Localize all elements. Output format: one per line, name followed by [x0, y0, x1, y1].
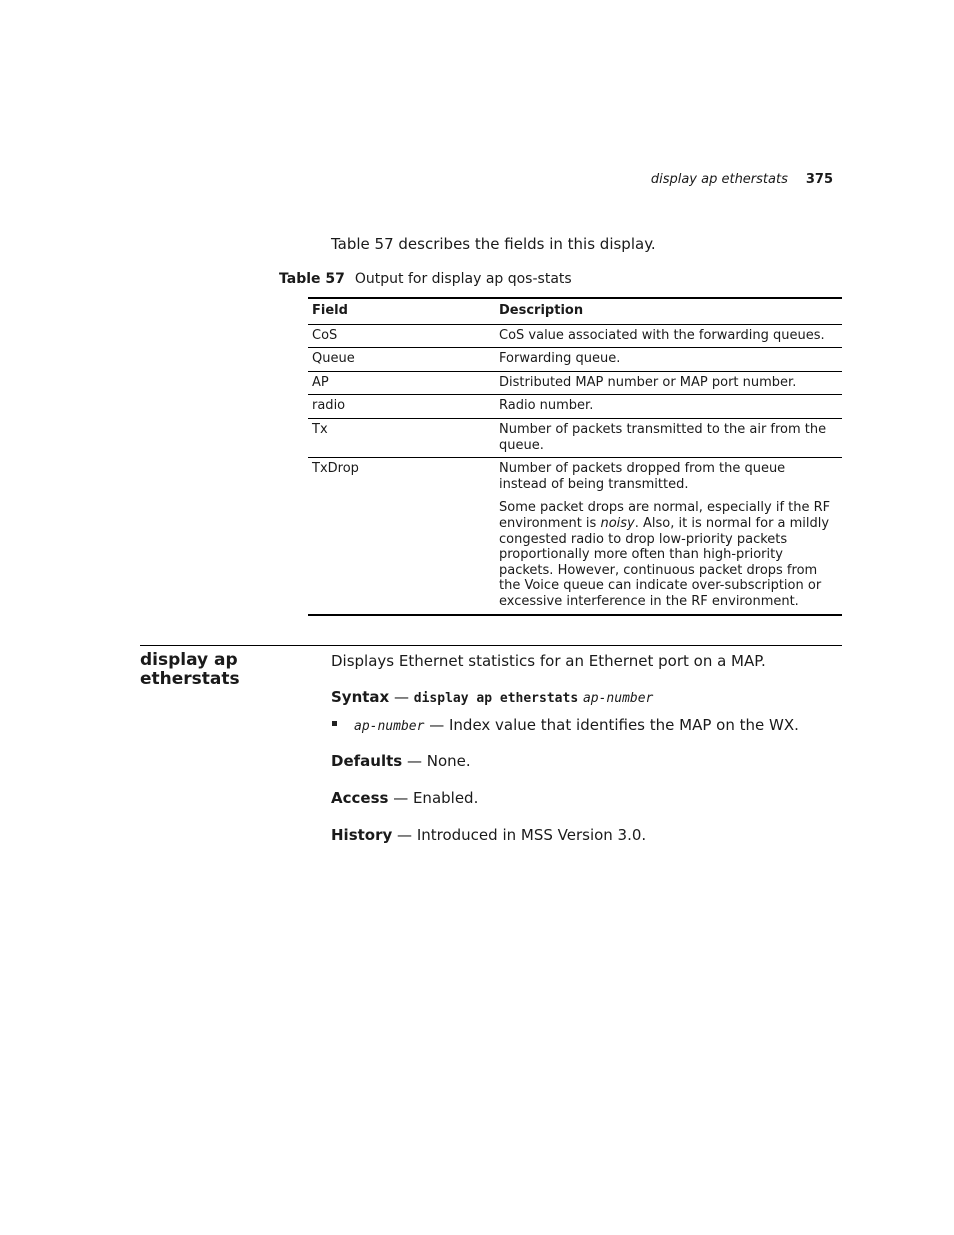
txdrop-note — [499, 500, 834, 609]
bullet-icon — [332, 721, 337, 726]
table-cell-field: Tx — [312, 421, 328, 437]
table-cell-field: CoS — [312, 327, 338, 343]
syntax-command: display ap etherstats — [413, 691, 579, 706]
table-cell-field: radio — [312, 398, 346, 414]
running-header — [500, 172, 833, 187]
section-divider — [140, 645, 842, 646]
syntax-line — [331, 688, 653, 706]
syntax-dash: — — [389, 688, 414, 706]
table-cell-description: Radio number. — [499, 398, 594, 414]
table-cell-description: Distributed MAP number or MAP port number. — [499, 374, 797, 390]
table-row — [308, 372, 842, 396]
access-line — [331, 789, 478, 807]
syntax-label: Syntax — [331, 688, 390, 706]
command-summary: Displays Ethernet statistics for an Ethernet port on a MAP. — [331, 652, 766, 670]
parameter-name: ap-number — [354, 719, 425, 734]
table-caption — [279, 271, 572, 287]
table-caption-title: Output for display ap qos-stats — [354, 271, 572, 287]
table-row — [308, 325, 842, 349]
access-label: Access — [331, 789, 389, 807]
column-header-description: Description — [499, 303, 584, 318]
txdrop-note-end: . Also, it is normal for a mildly congested radio to drop low-priority packets proportionally more often than high-priority packets. However, continuous packet drops from the Voice queue can indicate over-subscription or excessive interference in the RF environment. — [499, 515, 830, 609]
table-cell-field: AP — [312, 374, 329, 390]
table-header-row — [308, 299, 842, 325]
table-row — [308, 348, 842, 372]
column-header-field: Field — [312, 303, 348, 318]
syntax-argument: ap-number — [582, 691, 654, 706]
fields-table — [308, 297, 842, 616]
table-cell-description — [495, 458, 842, 613]
section-title: display ap etherstats — [140, 650, 240, 689]
page-number: 375 — [805, 172, 833, 187]
table-row — [308, 419, 842, 458]
parameter-item — [354, 716, 799, 734]
table-cell-description: CoS value associated with the forwarding queues. — [499, 327, 825, 343]
table-row — [308, 458, 842, 613]
table-cell-field: TxDrop — [312, 461, 359, 477]
table-caption-label: Table 57 — [279, 271, 345, 287]
table-row — [308, 395, 842, 419]
defaults-value: — None. — [402, 752, 471, 770]
defaults-label: Defaults — [331, 752, 403, 770]
txdrop-description: Number of packets dropped from the queue instead of being transmitted. — [499, 461, 786, 492]
running-header-title: display ap etherstats — [650, 172, 788, 187]
table-cell-field: Queue — [312, 351, 355, 367]
history-value: — Introduced in MSS Version 3.0. — [392, 826, 647, 844]
table-intro-text: Table 57 describes the fields in this display. — [331, 235, 656, 253]
history-line — [331, 826, 646, 844]
access-value: — Enabled. — [388, 789, 479, 807]
defaults-line — [331, 752, 471, 770]
history-label: History — [331, 826, 393, 844]
table-cell-description: Number of packets transmitted to the air from the queue. — [499, 421, 827, 453]
txdrop-note-start: Some packet drops are normal, especially if the RF environment is — [499, 500, 831, 531]
table-cell-description: Forwarding queue. — [499, 351, 621, 367]
parameter-description: — Index value that identifies the MAP on the WX. — [424, 716, 799, 734]
txdrop-note-emphasis: noisy — [600, 515, 635, 531]
